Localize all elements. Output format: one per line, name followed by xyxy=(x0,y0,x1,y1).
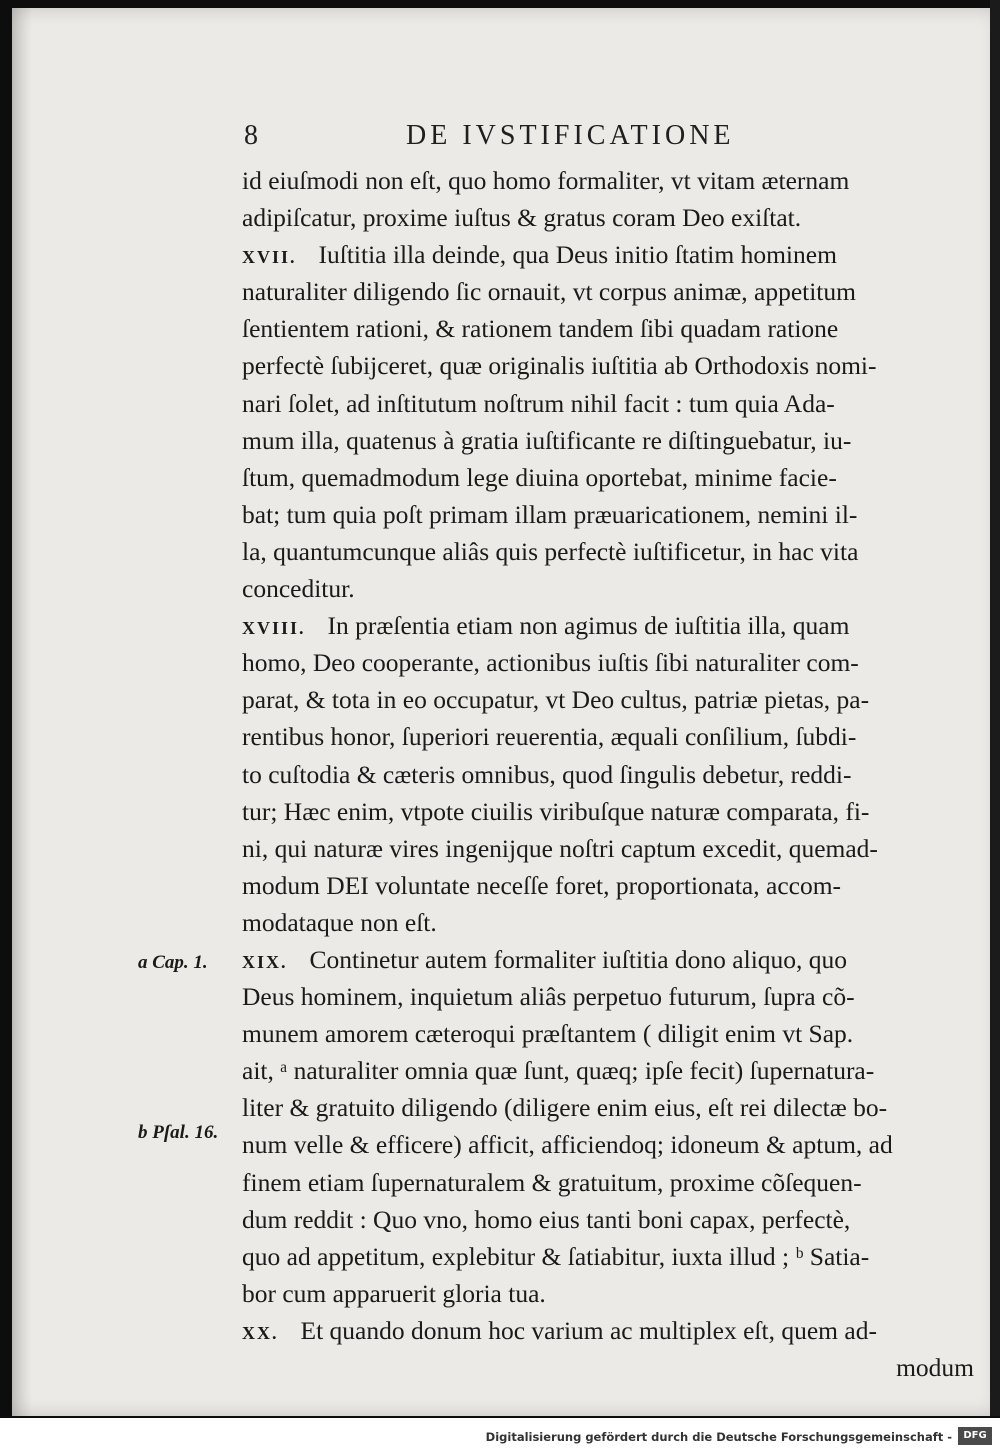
body-text xyxy=(242,162,974,1386)
text-line: modataque non eſt. xyxy=(242,907,437,937)
page-title: DE IVSTIFICATIONE xyxy=(406,120,735,151)
text-line: XIX. Continetur autem formaliter iuſtitia dono aliquo, quo xyxy=(242,944,848,974)
funding-notice: Digitalisierung gefördert durch die Deutsche Forschungsgemeinschaft - xyxy=(485,1430,952,1444)
text-line: munem amorem cæteroqui præſtantem ( diligit enim vt Sap. xyxy=(242,1019,854,1049)
page-number: 8 xyxy=(244,120,261,151)
running-head xyxy=(244,120,974,160)
text-line: homo, Deo cooperante, actionibus iuſtis ſibi naturaliter com- xyxy=(242,648,859,678)
text-line: adipiſcatur, proxime iuſtus & gratus coram Deo exiſtat. xyxy=(242,203,802,233)
text-line: tur; Hæc enim, vtpote ciuilis viribuſque naturæ comparata, fi- xyxy=(242,796,870,826)
text-line: XVII. Iuſtitia illa deinde, qua Deus initio ſtatim hominem xyxy=(242,240,837,270)
text-line: parat, & tota in eo occupatur, vt Deo cultus, patriæ pietas, pa- xyxy=(242,685,870,715)
catchword: modum xyxy=(896,1353,974,1382)
text-line: Deus hominem, inquietum aliâs perpetuo futurum, ſupra cõ- xyxy=(242,982,855,1012)
margin-note-b: b Pſal. 16. xyxy=(138,1122,219,1143)
section-label-xix: XIX. xyxy=(242,951,288,972)
text-line: id eiuſmodi non eſt, quo homo formaliter, vt vitam æternam xyxy=(242,166,850,195)
text-line: liter & gratuito diligendo (diligere enim eius, eſt rei dilectæ bo- xyxy=(242,1093,888,1123)
text-line: to cuſtodia & cæteris omnibus, quod ſingulis debetur, reddi- xyxy=(242,759,852,789)
text-line: ait, ᵃ naturaliter omnia quæ ſunt, quæq; ipſe fecit) ſupernatura- xyxy=(242,1056,875,1086)
text-line: perfectè ſubijceret, quæ originalis iuſtitia ab Orthodoxis nomi- xyxy=(242,351,877,381)
text-line: naturaliter diligendo ſic ornauit, vt corpus animæ, appetitum xyxy=(242,277,856,307)
footer-bar xyxy=(0,1418,1000,1453)
text-line: XVIII. In præſentia etiam non agimus de iuſtitia illa, quam xyxy=(242,611,850,641)
text-line: bor cum apparuerit gloria tua. xyxy=(242,1278,546,1308)
text-line: nari ſolet, ad inſtitutum noſtrum nihil facit : tum quia Ada- xyxy=(242,388,835,418)
margin-note-a: a Cap. 1. xyxy=(138,952,208,973)
text-line: mum illa, quatenus à gratia iuſtificante re diſtinguebatur, iu- xyxy=(242,425,852,455)
text-line: ni, qui naturæ vires ingenijque noſtri captum excedit, quemad- xyxy=(242,833,878,863)
text-line: modum DEI voluntate neceſſe foret, proportionata, accom- xyxy=(242,870,842,900)
book-page xyxy=(12,8,998,1416)
text-line: la, quantumcunque aliâs quis perfectè iuſtificetur, in hac vita xyxy=(242,536,859,566)
text-line: rentibus honor, ſuperiori reuerentia, æquali conſilium, ſubdi- xyxy=(242,722,857,752)
text-line: finem etiam ſupernaturalem & gratuitum, proxime cõſequen- xyxy=(242,1167,862,1197)
section-label-xvii: XVII. xyxy=(242,247,297,268)
section-label-xx: XX. xyxy=(242,1322,279,1343)
text-line: quo ad appetitum, explebitur & ſatiabitur, iuxta illud ; ᵇ Satia- xyxy=(242,1241,870,1271)
text-line: ſentientem rationi, & rationem tandem ſibi quadam ratione xyxy=(242,314,839,344)
text-line: num velle & efficere) afficit, afficiendoq; idoneum & aptum, ad xyxy=(242,1130,893,1160)
text-line: ſtum, quemadmodum lege diuina oportebat, minime facie- xyxy=(242,462,837,492)
text-line: conceditur. xyxy=(242,574,355,604)
dfg-logo-icon[interactable]: DFG xyxy=(958,1427,992,1445)
page-border xyxy=(990,0,1000,1416)
text-line: dum reddit : Quo vno, homo eius tanti boni capax, perfectè, xyxy=(242,1204,851,1234)
section-label-xviii: XVIII. xyxy=(242,618,306,639)
page-edge-shadow xyxy=(12,8,32,1416)
text-line: bat; tum quia poſt primam illam præuaricationem, nemini il- xyxy=(242,499,858,529)
text-line: XX. Et quando donum hoc varium ac multiplex eſt, quem ad- xyxy=(242,1315,877,1345)
